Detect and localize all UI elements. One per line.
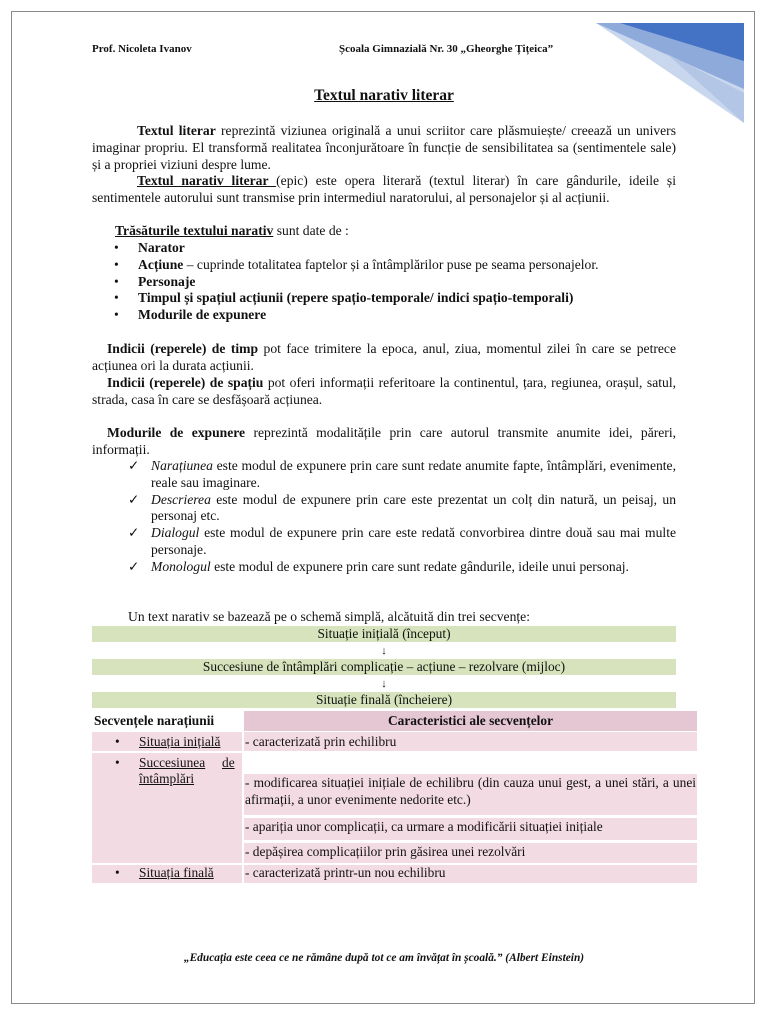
paragraph-trasaturi [92,223,676,240]
table-row-label-finala: • Situația finală [92,865,242,883]
table-header-caracteristici: Caracteristici ale secvențelor [244,711,697,731]
table-row-label-succesiunea: • Succesiunea de întâmplări [92,753,242,863]
list-item: ✓ Dialogul este modul de expunere prin care este redată convorbirea dintre două sau mai multe personaje. [128,525,676,557]
term-moduri-expunere: Modurile de expunere [107,425,246,440]
term-text-literar: Textul literar [137,123,216,138]
term-text-narativ: Textul narativ literar [137,173,277,188]
term-indici-timp: Indicii (reperele) de timp [107,341,259,356]
table-row-spacer [244,753,697,772]
trasaturi-list [92,240,676,324]
down-arrow-icon: ↓ [381,678,387,690]
paragraph-text: reprezintă viziunea originală a unui scriitor care plăsmuiește/ creează un univers imaginar propriu. El transformă realitatea înconjurătoare în funcție de sensibilitatea sa (sentimentele sale) și a propriei viziuni despre lume. [92,123,676,172]
table-header-secvente: Secvențele narațiunii [94,713,215,728]
term-indici-spatiu: Indicii (reperele) de spațiu [107,375,264,390]
list-item: ✓ Descrierea este modul de expunere prin care este prezentat un colț din natură, un peisaj, un personaj etc. [128,491,676,524]
table-row-label-initiala: • Situația inițială [92,732,242,751]
paragraph-text-literar [92,123,676,173]
list-item: ✓ Monologul este modul de expunere prin care sunt redate gândurile, ideile unui personaj. [128,558,629,574]
schema-intro: Un text narativ se bazează pe o schemă simplă, alcătuită din trei secvențe: [128,609,530,624]
list-item: • Modurile de expunere [114,307,267,323]
table-row-desc-rezolvare: - depășirea complicațiilor prin găsirea unei rezolvări [244,843,697,863]
schema-step-finala: Situație finală (încheiere) [92,692,676,708]
table-row-desc-modificarea: - modificarea situației inițiale de echilibru (din cauza unui gest, a unei stări, a unei afirmații, a unor evenimente nedorite etc.) [244,774,697,815]
footer-quote: „Educația este ceea ce ne rămâne după tot ce am învățat în școală.” (Albert Einstein) [183,952,585,964]
paragraph-text: sunt date de : [273,223,349,238]
list-item: • Narator [114,240,185,255]
checkmark-icon: ✓ [128,458,140,473]
paragraph-indici-spatiu: Indicii (reperele) de spațiu pot oferi informații referitoare la continentul, țara, regiunea, orașul, satul, strada, casa în care se desfășoară acțiunea. [92,375,676,407]
page-title: Textul narativ literar [314,87,454,104]
term-trasaturi: Trăsăturile textului narativ [115,223,274,238]
checkmark-icon: ✓ [128,525,140,541]
paragraph-indici-timp: Indicii (reperele) de timp pot face trimitere la epoca, anul, ziua, momentul zilei în care se petrece acțiunea ori la durata acțiunii. [92,341,676,373]
schema-step-succesiune: Succesiune de întâmplări complicație – acțiune – rezolvare (mijloc) [92,659,676,675]
list-item: • Acțiune – cuprinde totalitatea faptelor și a întâmplărilor puse pe seama personajelor. [114,256,599,272]
table-row-desc-complicatii: - apariția unor complicații, ca urmare a modificării situației inițiale [244,818,697,840]
corner-decoration [596,23,744,123]
list-item: • Personaje [114,273,196,289]
schema-step-initiala: Situație inițială (început) [92,626,676,642]
header-school: Școala Gimnazială Nr. 30 „Gheorghe Țițeica” [339,43,554,55]
checkmark-icon: ✓ [128,491,140,507]
paragraph-text-narativ [92,173,676,207]
table-row-desc-initiala: - caracterizată prin echilibru [244,732,697,751]
list-item: • Timpul și spațiul acțiunii (repere spațio-temporale/ indici spațio-temporali) [114,290,574,306]
moduri-list [92,458,676,576]
paragraph-text: (epic) este opera literară (textul literar) în care gândurile, ideile și sentimentele autorului sunt transmise prin intermediul naratorului, al personajelor și al acțiunii. [92,173,676,205]
header-author: Prof. Nicoleta Ivanov [92,43,192,55]
list-item: ✓ Narațiunea este modul de expunere prin care sunt redate anumite fapte, întâmplări, evenimente, reale sau imaginare. [128,458,676,490]
down-arrow-icon: ↓ [381,645,387,657]
paragraph-moduri-expunere: Modurile de expunere reprezintă modalitățile prin care autorul transmite anumite idei, păreri, informații. [92,425,676,457]
table-row-desc-finala: - caracterizată printr-un nou echilibru [244,865,697,883]
checkmark-icon: ✓ [128,558,140,574]
